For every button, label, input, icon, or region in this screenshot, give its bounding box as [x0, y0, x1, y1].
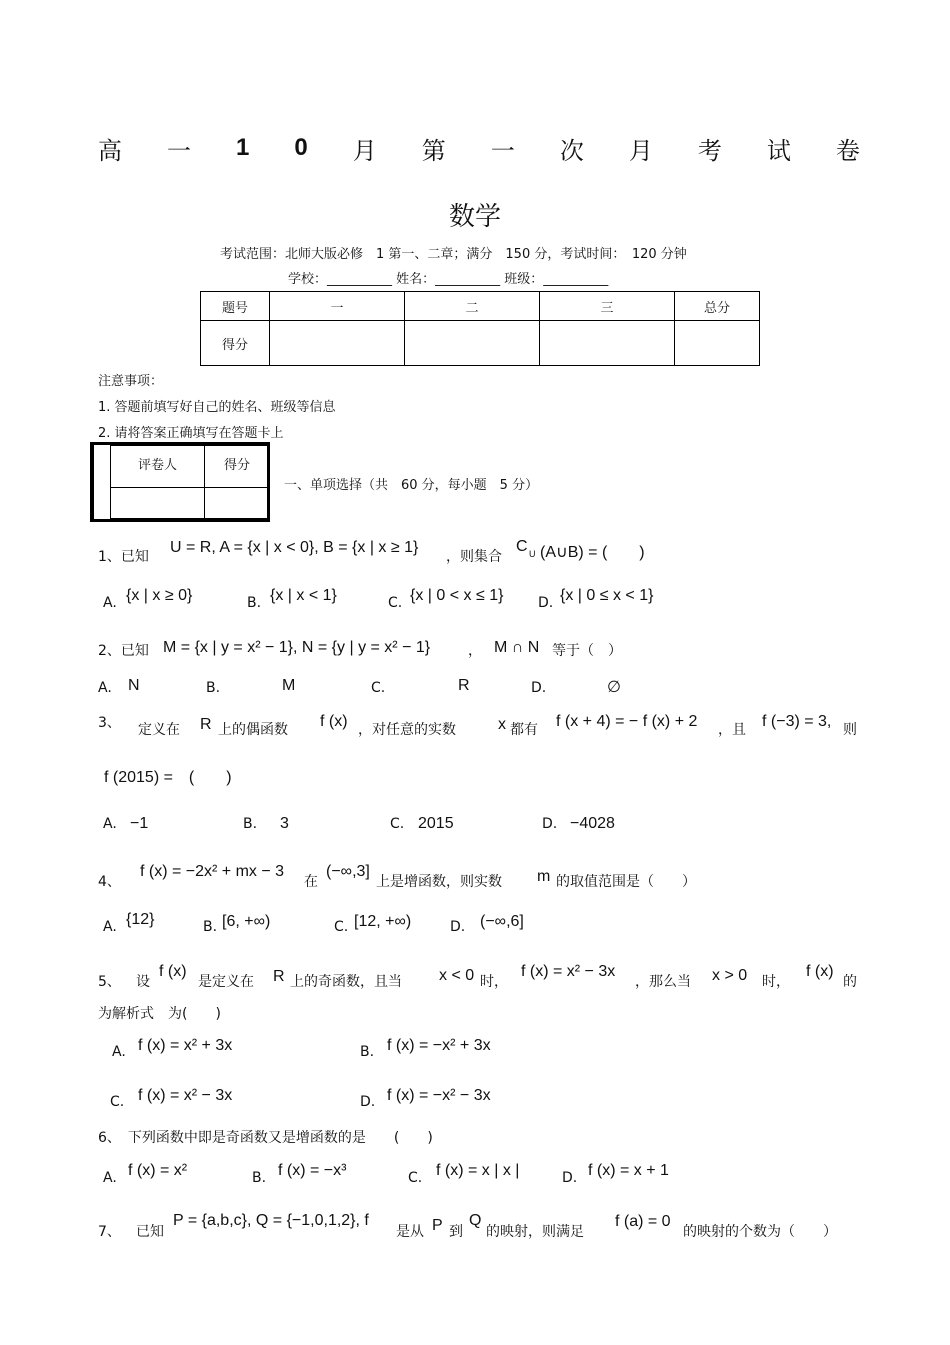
question-text: 时，	[480, 974, 508, 990]
title-char: 次	[559, 136, 584, 165]
option-content: {12}	[126, 911, 155, 928]
option-content: {x | x < 1}	[270, 587, 337, 604]
question-text: ，则集合	[446, 549, 502, 565]
question-math: f (−3) = 3,	[762, 713, 832, 730]
exam-title	[98, 128, 860, 168]
section-heading: 一、单项选择（共 60 分，每小题 5 分）	[284, 478, 539, 493]
option-content: R	[458, 677, 470, 694]
option-label: B.	[360, 1044, 375, 1060]
question-text: ，	[468, 643, 482, 659]
title-char: 高	[98, 136, 122, 165]
grader-cell[interactable]	[111, 488, 205, 519]
question-math: R	[273, 968, 285, 985]
option-content: −4028	[570, 815, 615, 832]
title-char: 0	[294, 134, 308, 161]
question-math: x < 0	[439, 967, 475, 984]
option-label: C.	[334, 919, 349, 935]
question-text: 上的奇函数，且当	[290, 974, 402, 990]
question-text: 到	[449, 1224, 463, 1240]
option-content: f (x) = x² + 3x	[138, 1037, 233, 1054]
question-text: 等于（ ）	[552, 643, 622, 659]
question-math: f (x)	[320, 713, 348, 730]
option-content: f (x) = x + 1	[588, 1162, 669, 1179]
option-label: A.	[98, 680, 112, 696]
question-math: R	[200, 716, 212, 733]
question-math: M ∩ N	[494, 639, 540, 656]
question-number: 2、已知	[98, 643, 149, 659]
option-content: f (x) = x² − 3x	[138, 1087, 233, 1104]
option-content: −1	[130, 815, 149, 832]
score-cell[interactable]	[675, 321, 760, 366]
question-text: 的映射的个数为（ ）	[683, 1224, 837, 1240]
title-char: 考	[697, 136, 722, 165]
question-math: P	[432, 1217, 443, 1234]
question-text: 是从	[396, 1224, 424, 1240]
note-item: 2. 请将答案正确填写在答题卡上	[98, 426, 284, 441]
question-number: 1、已知	[98, 549, 149, 565]
option-label: D.	[531, 680, 547, 696]
option-content: 2015	[418, 815, 454, 832]
question-text: 的取值范围是（ ）	[556, 874, 696, 890]
question-text: 都有	[510, 722, 538, 738]
question-number: 7、	[98, 1224, 121, 1240]
title-char: 1	[236, 134, 250, 161]
question-number: 3、	[98, 715, 121, 731]
question-math: f (x) = x² − 3x	[521, 963, 616, 980]
student-info-line: 学校：__________ 姓名：__________ 班级：__________	[288, 272, 609, 287]
title-char: 卷	[835, 136, 860, 165]
question-text: 上的偶函数	[218, 722, 288, 738]
grader-cell[interactable]	[205, 488, 270, 519]
option-content: f (x) = −x² − 3x	[387, 1087, 491, 1104]
grader-table	[110, 445, 270, 519]
question-math: f (x) = −2x² + mx − 3	[140, 863, 285, 880]
score-cell[interactable]	[270, 321, 405, 366]
question-text: 为解析式 为( )	[98, 1006, 221, 1022]
question-math: U = R, A = {x | x < 0}, B = {x | x ≥ 1}	[170, 539, 419, 556]
option-content: N	[128, 677, 140, 694]
question-text: 已知	[136, 1224, 164, 1240]
option-label: A.	[103, 919, 117, 935]
note-item: 1. 答题前填写好自己的姓名、班级等信息	[98, 400, 336, 415]
exam-info: 考试范围：北师大版必修 1 第一、二章；满分 150 分，考试时间： 120 分钟	[220, 247, 687, 262]
option-content: 3	[280, 815, 289, 832]
option-label: D.	[360, 1094, 376, 1110]
complement-symbol: C	[516, 538, 528, 555]
option-label: D.	[562, 1170, 578, 1186]
question-text: 的	[843, 974, 857, 990]
question-math: f (x + 4) = − f (x) + 2	[556, 713, 698, 730]
question-text: 是定义在	[198, 974, 254, 990]
option-label: A.	[103, 595, 117, 611]
question-math: x > 0	[712, 967, 748, 984]
question-math: P = {a,b,c}, Q = {−1,0,1,2}, f	[173, 1212, 369, 1229]
question-math: m	[537, 868, 551, 885]
complement-subscript: U	[529, 549, 536, 559]
option-content: {x | 0 < x ≤ 1}	[410, 587, 504, 604]
question-text: 在	[304, 874, 318, 890]
question-math: f (2015) = ( )	[104, 769, 232, 786]
question-text: 的映射，则满足	[486, 1224, 584, 1240]
question-text: 上是增函数，则实数	[376, 874, 502, 890]
grader-reviewer-label: 评卷人	[111, 446, 205, 488]
grader-score-label: 得分	[205, 446, 270, 488]
option-content: f (x) = −x² + 3x	[387, 1037, 491, 1054]
option-label: D.	[542, 816, 558, 832]
score-cell[interactable]	[405, 321, 540, 366]
title-char: 一	[167, 136, 192, 165]
notes-heading: 注意事项：	[98, 374, 164, 389]
score-header-cell: 三	[540, 292, 675, 321]
option-content: {x | x ≥ 0}	[126, 587, 193, 604]
option-content: ∅	[607, 679, 621, 696]
question-math: (−∞,3]	[326, 863, 370, 880]
option-label: B.	[243, 816, 258, 832]
question-math: f (x)	[159, 963, 187, 980]
option-content: [6, +∞)	[222, 913, 271, 930]
option-content: {x | 0 ≤ x < 1}	[560, 587, 654, 604]
option-label: A.	[103, 816, 117, 832]
option-label: B.	[247, 595, 262, 611]
question-number: 4、	[98, 874, 121, 890]
question-text: 时，	[762, 974, 790, 990]
score-header-cell: 二	[405, 292, 540, 321]
question-text: ，那么当	[635, 974, 691, 990]
score-row-label: 得分	[201, 321, 270, 366]
question-text: 6、 下列函数中即是奇函数又是增函数的是 ( )	[98, 1130, 433, 1146]
score-header-cell: 总分	[675, 292, 760, 321]
question-math: x	[498, 716, 506, 733]
option-content: f (x) = −x³	[278, 1162, 347, 1179]
option-label: C.	[390, 816, 405, 832]
option-label: C.	[371, 680, 386, 696]
title-char: 月	[628, 136, 653, 165]
option-label: A.	[103, 1170, 117, 1186]
question-math: M = {x | y = x² − 1}, N = {y | y = x² − 1}	[163, 639, 431, 656]
question-text: 设	[136, 974, 150, 990]
option-label: C.	[408, 1170, 423, 1186]
option-content: M	[282, 677, 296, 694]
score-cell[interactable]	[540, 321, 675, 366]
question-math: Q	[469, 1212, 482, 1229]
question-number: 5、	[98, 974, 121, 990]
option-content: [12, +∞)	[354, 913, 412, 930]
question-text: 则	[843, 722, 857, 738]
title-char: 第	[421, 136, 446, 165]
option-label: C.	[388, 595, 403, 611]
title-char: 月	[352, 136, 377, 165]
title-char: 试	[766, 136, 791, 165]
question-text: ，对任意的实数	[358, 722, 456, 738]
option-label: A.	[112, 1044, 126, 1060]
title-char: 一	[490, 136, 515, 165]
grader-box	[90, 442, 270, 522]
option-label: D.	[538, 595, 554, 611]
score-header-cell: 一	[270, 292, 405, 321]
option-content: (−∞,6]	[480, 913, 524, 930]
score-header-cell: 题号	[201, 292, 270, 321]
option-label: B.	[203, 919, 218, 935]
option-label: B.	[206, 680, 221, 696]
option-label: D.	[450, 919, 466, 935]
question-text: 定义在	[138, 722, 180, 738]
option-label: C.	[110, 1094, 125, 1110]
question-math: f (a) = 0	[615, 1213, 671, 1230]
question-text: ，且	[718, 722, 746, 738]
option-content: f (x) = x²	[128, 1162, 188, 1179]
question-math: f (x)	[806, 963, 834, 980]
option-label: B.	[252, 1170, 267, 1186]
question-math: (A∪B) = ( )	[540, 544, 645, 561]
option-content: f (x) = x | x |	[436, 1162, 520, 1179]
subject-title: 数学	[448, 202, 501, 232]
score-table	[200, 291, 760, 366]
